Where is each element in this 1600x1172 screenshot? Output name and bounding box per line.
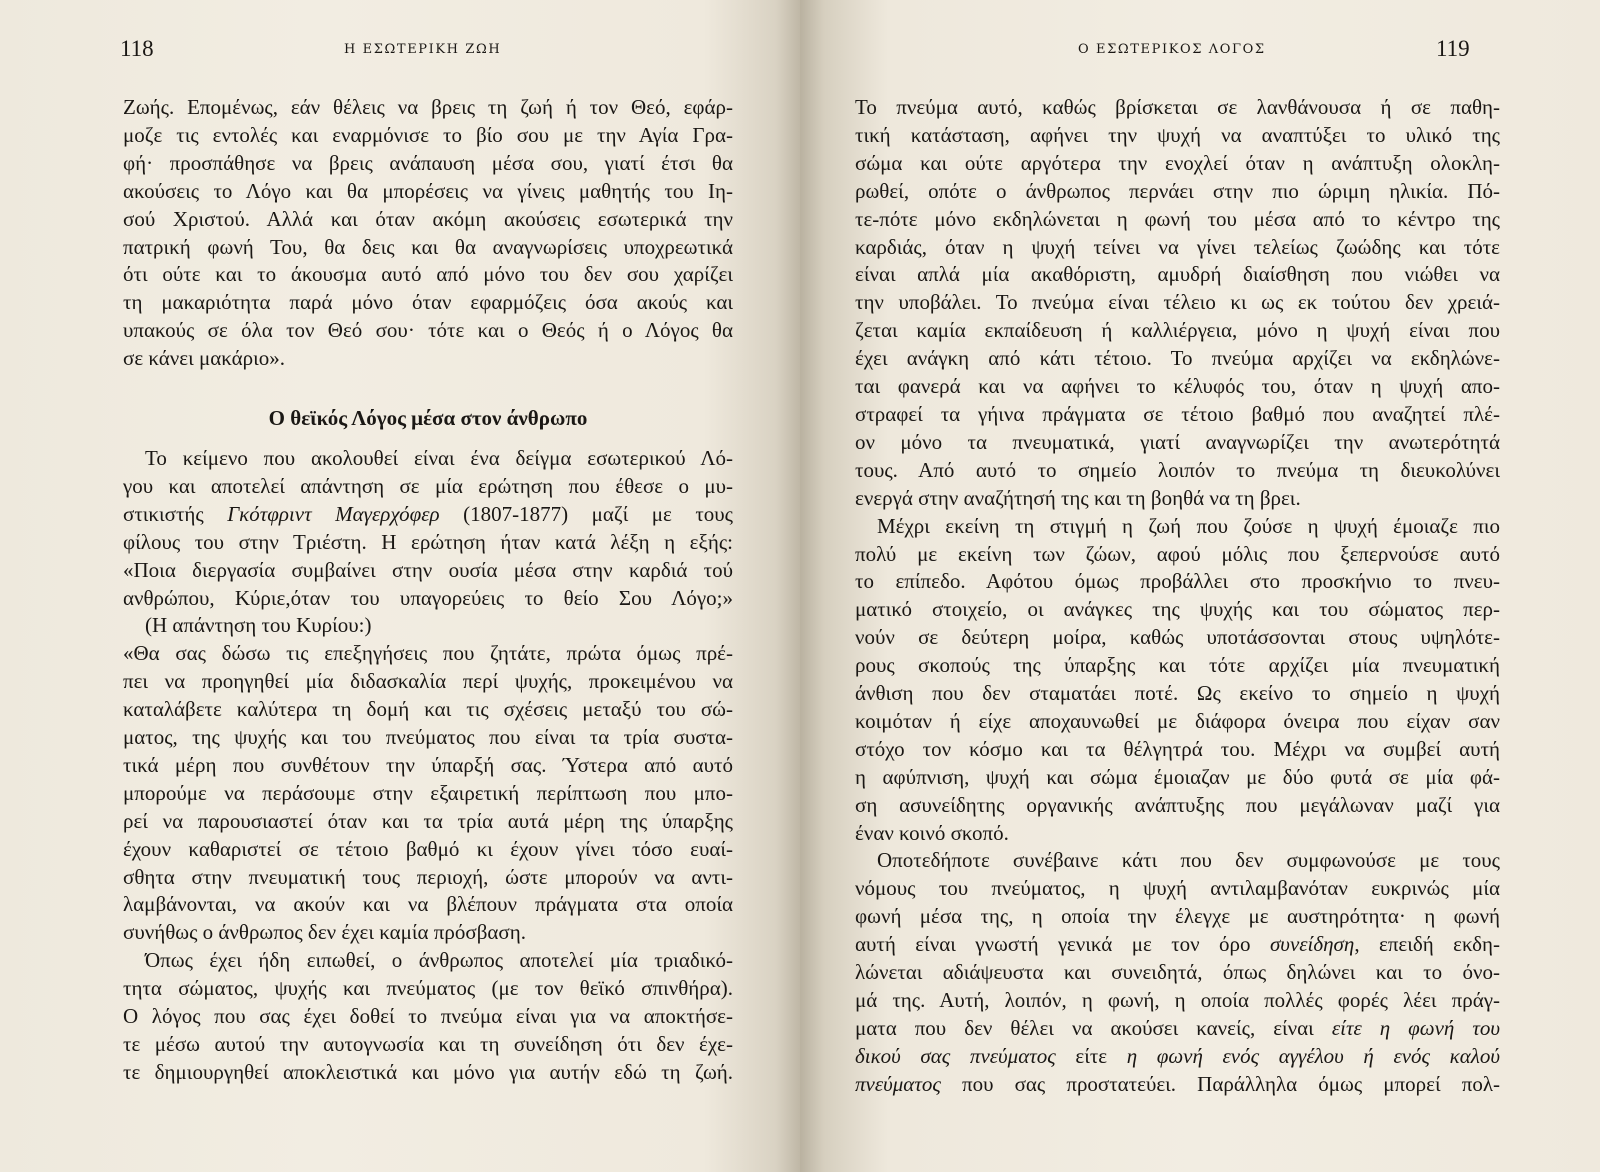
text-line: ότι ούτε και το άκουσμα αυτό από μόνο του δεν σου χαρίζει xyxy=(123,262,733,287)
italic-phrase: είτε η φωνή του xyxy=(1331,1015,1500,1040)
text-line: πολύ με εκείνη των ζώων, αφού μόλις που ξεπερνούσε αυτό xyxy=(855,541,1500,566)
text-line: ται φανερά και να αφήνει το κέλυφός του, όταν η ψυχή απο- xyxy=(855,374,1500,399)
text-line: τε μέσω αυτού την αυτογνωσία και τη συνείδηση ότι δεν έχε- xyxy=(123,1032,733,1056)
text-line: φή· προσπάθησε να βρεις ανάπαυση μέσα σου, γιατί έτσι θα xyxy=(123,150,733,175)
paragraph xyxy=(855,513,1500,848)
text-line: τική κατάσταση, αφήνει την ψυχή να αναπτύξει το υλικό της xyxy=(855,122,1500,147)
running-head: Ο ΕΣΩΤΕΡΙΚΟΣ ΛΟΓΟΣ xyxy=(1078,42,1266,57)
text-line: κοιμόταν ή είχε αποχαυνωθεί με διάφορα όνειρα που είχαν σαν xyxy=(855,708,1500,733)
right-page xyxy=(800,0,1600,1172)
text-line: ματος, της ψυχής και του πνεύματος που είναι τα τρία συστα- xyxy=(123,725,733,750)
text-line: Ζωής. Επομένως, εάν θέλεις να βρεις τη ζωή ή τον Θεό, εφάρ- xyxy=(123,95,733,119)
text-line: (Η απάντηση του Κυρίου:) xyxy=(145,613,372,638)
text-line: νούν σε δεύτερη μοίρα, καθώς υποτάσσονται στους υψηλότε- xyxy=(855,625,1500,650)
text-line: τους. Από αυτό το σημείο λοιπόν το πνεύμα τη διευκολύνει xyxy=(855,457,1500,482)
text-line: «Ποια διεργασία συμβαίνει στην ουσία μέσα στην καρδιά τού xyxy=(123,557,733,582)
text-lines xyxy=(123,529,733,613)
text-line: τη μακαριότητα παρά μόνο όταν εφαρμόζεις όσα ακούς και xyxy=(123,290,733,315)
text-line: μπορούμε να περάσουμε στην εξαιρετική περίπτωση που μπο- xyxy=(123,780,733,805)
text-line: τητα σώματος, ψυχής και πνεύματος (με τον θεϊκό σπινθήρα). xyxy=(123,976,733,1001)
paragraph xyxy=(855,847,1500,1098)
paragraph xyxy=(123,445,733,612)
text-line: ρους σκοπούς της ύπαρξης και τότε αρχίζει μία πνευματική xyxy=(855,653,1500,678)
paragraph xyxy=(123,612,733,640)
text-line: Το κείμενο που ακολουθεί είναι ένα δείγμα εσωτερικού Λό- xyxy=(145,445,733,470)
text-line: «Θα σας δώσω τις επεξηγήσεις που ζητάτε, πρώτα όμως πρέ- xyxy=(123,641,733,666)
text-line: ενεργά στην αναζήτησή της και τη βοηθά να τη βρει. xyxy=(855,485,1301,510)
paragraph xyxy=(123,94,733,373)
text-line: πατρική φωνή Του, θα δεις και θα αναγνωρίσεις υποχρεωτικά xyxy=(123,234,733,259)
text-line: ακούσεις το Λόγο και θα μπορέσεις να γίνεις μαθητής του Ιη- xyxy=(123,178,733,203)
text-line xyxy=(855,1071,1500,1099)
text-lines xyxy=(855,847,1500,931)
page-number: 119 xyxy=(1436,36,1470,61)
paragraph xyxy=(855,94,1500,513)
text-line: τικά μέρη που συνθέτουν την ύπαρξή σας. Ύστερα από αυτό xyxy=(123,752,733,777)
paragraph xyxy=(123,947,733,1087)
text-span: που σας προστατεύει. Παράλληλα όμως μπορεί πολ- xyxy=(940,1071,1500,1096)
text-span: αυτή είναι γνωστή γενικά με τον όρο xyxy=(855,932,1270,957)
text-line: μοζε τις εντολές και εναρμόνισε το βίο σου με την Αγία Γρα- xyxy=(123,122,733,147)
text-span: στικιστής xyxy=(123,501,228,526)
text-line: σθητα στην πνευματική τους περιοχή, ώστε μπορούν να αντι- xyxy=(123,864,733,889)
text-line: Ο λόγος που σας έχει δοθεί το πνεύμα είναι για να αποκτήσε- xyxy=(123,1004,733,1029)
text-line: λώνεται αδιάψευστα και συνειδητά, όπως δηλώνει και το όνο- xyxy=(855,960,1500,985)
text-span: , επειδή εκδη- xyxy=(1354,932,1500,957)
text-line: λαμβάνονται, να ακούν και να βλέπουν πράγματα στα οποία xyxy=(123,892,733,917)
text-span: ματα που δεν θέλει να ακούσει κανείς, είναι xyxy=(855,1015,1332,1040)
text-line: γου και αποτελεί απάντηση σε μία ερώτηση που έθεσε ο μυ- xyxy=(123,473,733,498)
text-line: το επίπεδο. Αφότου όμως προβάλλει στο προσκήνιο το πνευ- xyxy=(855,569,1500,594)
text-line: Οποτεδήποτε συνέβαινε κάτι που δεν συμφωνούσε με τους xyxy=(877,848,1500,873)
text-line: Όπως έχει ήδη ειπωθεί, ο άνθρωπος αποτελεί μία τριαδικό- xyxy=(145,948,733,973)
text-line: συνήθως ο άνθρωπος δεν έχει καμία πρόσβαση. xyxy=(123,920,526,945)
right-page-body xyxy=(855,94,1500,1099)
text-line: καρδιάς, όταν η ψυχή τείνει να γίνει τελείως ζωώδης και τότε xyxy=(855,234,1500,259)
text-line: είναι απλά μία ακαθόριστη, αμυδρή διαίσθηση που νιώθει να xyxy=(855,262,1500,287)
paragraph xyxy=(123,640,733,947)
page-number: 118 xyxy=(120,36,154,61)
text-line: ρωθεί, οπότε ο άνθρωπος περνάει στην πιο ώριμη ηλικία. Πό- xyxy=(855,178,1500,203)
text-line: ζεται καμία εκπαίδευση ή καλλιέργεια, μόνο η ψυχή είναι που xyxy=(855,318,1500,343)
text-line xyxy=(123,501,733,529)
text-line: σού Χριστού. Αλλά και όταν ακόμη ακούσεις εσωτερικά την xyxy=(123,206,733,231)
text-line: στραφεί τα γήινα πράγματα σε τέτοιο βαθμό που αναζητεί πλέ- xyxy=(855,401,1500,426)
text-line: η αφύπνιση, ψυχή και σώμα έμοιαζαν με δύο φυτά σε μία φά- xyxy=(855,764,1500,789)
section-heading: Ο θεϊκός Λόγος μέσα στον άνθρωπο xyxy=(268,406,588,431)
text-span: (1807-1877) μαζί με τους xyxy=(439,501,734,526)
italic-name: Γκότφριντ Μαγερχόφερ xyxy=(227,501,440,526)
italic-term: συνείδηση xyxy=(1269,932,1355,957)
text-line xyxy=(855,1015,1500,1043)
running-head: Η ΕΣΩΤΕΡΙΚΗ ΖΩΗ xyxy=(344,42,502,57)
text-line xyxy=(855,1043,1500,1071)
text-line: άνθιση που δεν σταματάει ποτέ. Ως εκείνο το σημείο η ψυχή xyxy=(855,681,1500,706)
text-span: είτε xyxy=(1055,1043,1127,1068)
italic-phrase: δικού σας πνεύματος xyxy=(855,1043,1056,1068)
text-line: την υποβάλει. Το πνεύμα είναι τέλειο κι ως εκ τούτου δεν χρειά- xyxy=(855,290,1500,315)
text-line: έχουν καθαριστεί σε τέτοιο βαθμό κι έχουν γίνει τόσο ευαί- xyxy=(123,836,733,861)
text-line: φίλους του στην Τριέστη. Η ερώτηση ήταν κατά λέξη η εξής: xyxy=(123,529,733,554)
text-line xyxy=(855,931,1500,959)
text-line: σώμα και ούτε αργότερα την ενοχλεί όταν η ανάπτυξη ολοκλη- xyxy=(855,150,1500,175)
text-line: Μέχρι εκείνη τη στιγμή η ζωή που ζούσε η ψυχή έμοιαζε πιο xyxy=(877,513,1500,538)
text-line: πει να προηγηθεί μία διδασκαλία περί ψυχής, προκειμένου να xyxy=(123,669,733,694)
left-page-body xyxy=(123,94,733,1087)
text-line: νόμους του πνεύματος, η ψυχή αντιλαμβανόταν ευκρινώς μία xyxy=(855,876,1500,901)
text-line: φωνή μέσα της, η οποία την έλεγχε με αυστηρότητα· η φωνή xyxy=(855,904,1500,929)
text-line: υπακούς σε όλα τον Θεό σου· τότε και ο Θεός ή ο Λόγος θα xyxy=(123,318,733,343)
italic-phrase: πνεύματος xyxy=(855,1071,941,1096)
text-line: ση ασυνείδητης οργανικής ανάπτυξης που μεγάλωναν μαζί για xyxy=(855,792,1500,817)
italic-phrase: η φωνή ενός αγγέλου ή ενός καλού xyxy=(1126,1043,1500,1068)
text-line: σε κάνει μακάριο». xyxy=(123,346,286,371)
text-line: μά της. Αυτή, λοιπόν, η φωνή, η οποία πολλές φορές λέει πράγ- xyxy=(855,988,1500,1012)
text-line: ανθρώπου, Κύριε,όταν του υπαγορεύεις το θείο Σου Λόγο;» xyxy=(123,585,733,610)
text-line: ματικό στοιχείο, οι ανάγκες της ψυχής και του σώματος περ- xyxy=(855,597,1500,622)
text-line: έχει ανάγκη από κάτι τέτοιο. Το πνεύμα αρχίζει να εκδηλώνε- xyxy=(855,346,1500,371)
text-line: ρεί να παρουσιαστεί όταν και τα τρία αυτά μέρη της ύπαρξης xyxy=(123,808,733,833)
text-line: ον μόνο τα πνευματικά, γιατί αναγνωρίζει την ανωτερότητά xyxy=(855,429,1500,454)
text-line: στόχο τον κόσμο και τα θέλγητρά του. Μέχρι να συμβεί αυτή xyxy=(855,736,1500,761)
text-line: τε δημιουργηθεί αποκλειστικά και μόνο για αυτήν εδώ τη ζωή. xyxy=(123,1059,733,1084)
text-line: τε-πότε μόνο εκδηλώνεται η φωνή του μέσα από το κέντρο της xyxy=(855,206,1500,231)
text-line: έναν κοινό σκοπό. xyxy=(855,820,1009,845)
text-line: καταλάβετε καλύτερα τη δομή και τις σχέσεις μεταξύ του σώ- xyxy=(123,697,733,722)
text-line: Το πνεύμα αυτό, καθώς βρίσκεται σε λανθάνουσα ή σε παθη- xyxy=(855,95,1500,119)
